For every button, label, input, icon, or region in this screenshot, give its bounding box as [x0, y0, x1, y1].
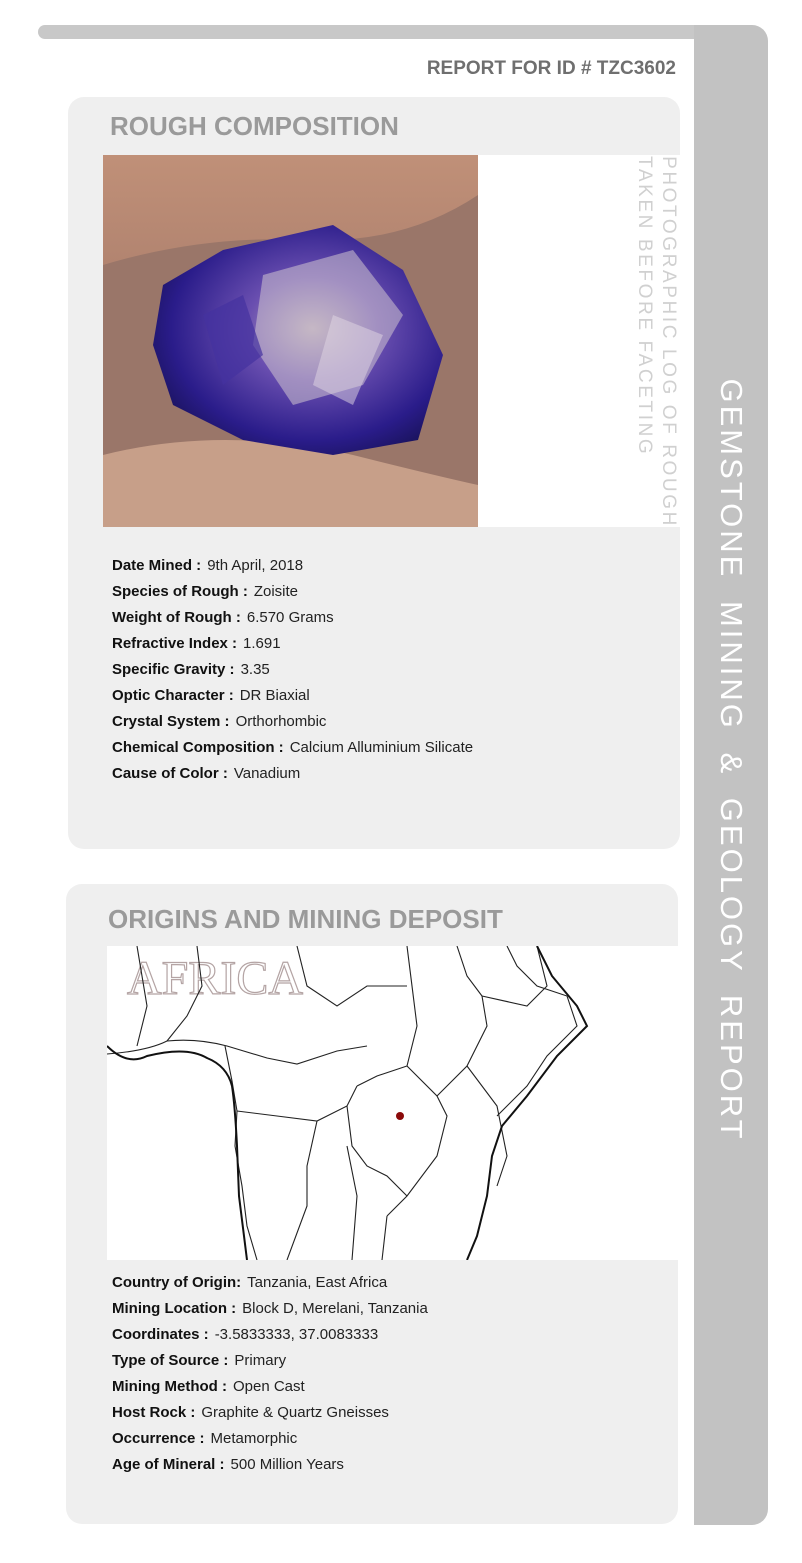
rough-composition-title: ROUGH COMPOSITION	[110, 111, 399, 141]
spec-label: Type of Source :	[112, 1352, 229, 1369]
spec-value: Block D, Merelani, Tanzania	[242, 1300, 428, 1317]
spec-label: Optic Character :	[112, 687, 234, 704]
spec-row	[112, 712, 473, 738]
spec-label: Host Rock :	[112, 1404, 196, 1421]
spec-row	[112, 634, 473, 660]
spec-value: 500 Million Years	[230, 1456, 344, 1473]
spec-label: Refractive Index :	[112, 635, 238, 652]
spec-value: Zoisite	[253, 583, 299, 600]
spec-row	[112, 1273, 428, 1299]
spec-label: Weight of Rough :	[112, 609, 241, 626]
spec-label: Age of Mineral :	[112, 1456, 225, 1473]
spec-row	[112, 608, 473, 634]
spec-label: Coordinates :	[112, 1326, 209, 1343]
photo-caption-line-2: TAKEN BEFORE FACETING	[634, 156, 655, 457]
spec-row	[112, 556, 473, 582]
spec-label: Cause of Color :	[112, 765, 228, 782]
map-label: AFRICA	[127, 952, 304, 1005]
spec-value: Open Cast	[232, 1378, 305, 1395]
spec-row	[112, 1429, 428, 1455]
report-id: REPORT FOR ID # TZC3602	[426, 58, 676, 79]
spec-label: Country of Origin:	[112, 1274, 242, 1291]
spec-value: DR Biaxial	[239, 687, 310, 704]
side-title: GEMSTONE MINING & GEOLOGY REPORT	[714, 378, 749, 1142]
spec-label: Date Mined :	[112, 557, 202, 574]
rough-specs-list	[112, 556, 473, 790]
origins-title: ORIGINS AND MINING DEPOSIT	[108, 904, 503, 934]
spec-row	[112, 660, 473, 686]
spec-value: -3.5833333, 37.0083333	[214, 1326, 379, 1343]
spec-label: Specific Gravity :	[112, 661, 235, 678]
photo-caption-line-1: PHOTOGRAPHIC LOG OF ROUGH	[658, 156, 679, 528]
rough-photo-area	[103, 155, 680, 527]
spec-row	[112, 1377, 428, 1403]
spec-value: Primary	[234, 1352, 287, 1369]
spec-value: Orthorhombic	[235, 713, 327, 730]
spec-value: Calcium Alluminium Silicate	[289, 739, 474, 756]
africa-map	[107, 946, 678, 1260]
spec-row	[112, 1351, 428, 1377]
spec-value: 6.570 Grams	[246, 609, 334, 626]
photo-caption	[632, 156, 680, 528]
top-bar	[38, 25, 718, 39]
spec-label: Mining Method :	[112, 1378, 227, 1395]
mining-location-marker	[396, 1112, 404, 1120]
spec-row	[112, 1299, 428, 1325]
spec-value: 1.691	[243, 635, 281, 652]
spec-value: Vanadium	[233, 765, 301, 782]
spec-row	[112, 738, 473, 764]
spec-value: Metamorphic	[210, 1430, 298, 1447]
spec-row	[112, 582, 473, 608]
spec-row	[112, 1403, 428, 1429]
spec-row	[112, 764, 473, 790]
origins-specs-list	[112, 1273, 428, 1481]
spec-row	[112, 686, 473, 712]
spec-label: Chemical Composition :	[112, 739, 284, 756]
spec-row	[112, 1325, 428, 1351]
spec-value: 9th April, 2018	[207, 557, 304, 574]
africa-map-svg	[107, 946, 678, 1260]
spec-label: Crystal System :	[112, 713, 230, 730]
spec-label: Occurrence :	[112, 1430, 205, 1447]
rough-gemstone-photo	[103, 155, 478, 527]
spec-value: Tanzania, East Africa	[247, 1274, 388, 1291]
spec-value: Graphite & Quartz Gneisses	[201, 1404, 389, 1421]
spec-value: 3.35	[240, 661, 270, 678]
spec-label: Species of Rough :	[112, 583, 248, 600]
spec-label: Mining Location :	[112, 1300, 237, 1317]
spec-row	[112, 1455, 428, 1481]
